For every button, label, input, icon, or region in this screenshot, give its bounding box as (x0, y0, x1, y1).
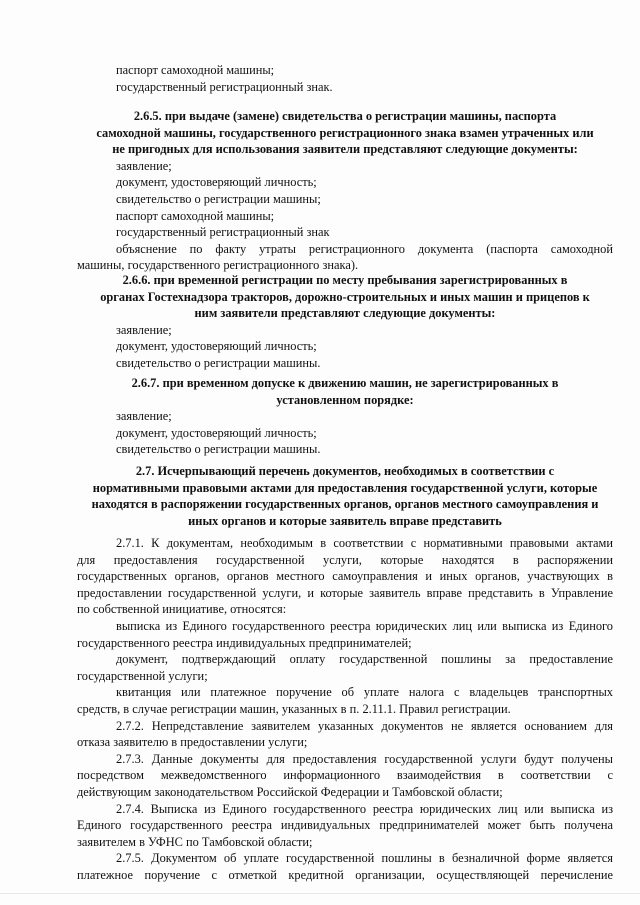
section-2-6-7 (77, 375, 613, 458)
paragraph-line: заявителем в УФНС по Тамбовской области; (77, 834, 313, 849)
paragraph-line: предоставлении государственной услуги, и которые заявитель вправе представить в Управление (77, 585, 613, 600)
paragraph-line: действующим законодательством Российской Федерации и Тамбовской области; (77, 784, 503, 799)
paragraph-line: 2.7.5. Документом об уплате государственной пошлины в безналичной форме является (116, 851, 613, 866)
paragraph-line: государственного реестра индивидуальных предпринимателей; (77, 635, 412, 650)
list-a (77, 62, 613, 95)
section-heading: не пригодных для использования заявители представляют следующие документы: (112, 142, 578, 157)
section-heading: иных органов и которые заявитель вправе представить (188, 513, 502, 528)
section-2-6-5 (77, 108, 613, 274)
paragraph-line: документ, подтверждающий оплату государственной пошлины за предоставление (116, 652, 613, 667)
paragraph-line: квитанция или платежное поручение об уплате налога с владельцев транспортных (116, 685, 613, 700)
list-item: документ, удостоверяющий личность; (116, 339, 317, 354)
section-2-7-body (77, 535, 613, 883)
section-2-6-6 (77, 272, 613, 372)
paragraph-line: 2.7.2. Непредставление заявителем указанных документов не является основанием для (116, 718, 613, 733)
section-heading: установленном порядке: (276, 392, 414, 407)
scan-edge-divider (0, 893, 640, 894)
paragraph-line: выписка из Единого государственного реестра юридических лиц или выписка из Единого (116, 618, 613, 633)
list-item: документ, удостоверяющий личность; (116, 175, 317, 190)
paragraph-line: машины, государственного регистрационного знака). (77, 258, 359, 273)
list-item: документ, удостоверяющий личность; (116, 425, 317, 440)
list-item: свидетельство о регистрации машины. (116, 442, 321, 457)
paragraph-line: посредством межведомственного информационного взаимодействия в соответствии с (77, 768, 613, 783)
paragraph-line: 2.7.4. Выписка из Единого государственного реестра юридических лиц или выписка из (116, 801, 613, 816)
list-item: свидетельство о регистрации машины; (116, 191, 321, 206)
list-item: заявление; (116, 158, 172, 173)
list-item: государственный регистрационный знак. (116, 79, 333, 94)
section-heading: самоходной машины, государственного регистрационного знака взамен утраченных или (96, 125, 594, 140)
paragraph-line: Единого государственного реестра индивидуальных предпринимателей может быть получена (77, 818, 613, 833)
paragraph-line: средств, в случае регистрации машин, указанных в п. 2.11.1. Правил регистрации. (77, 701, 511, 716)
section-heading: 2.6.7. при временном допуске к движению машин, не зарегистрированных в (131, 376, 559, 390)
section-heading: ним заявители представляют следующие документы: (194, 306, 496, 321)
list-item: заявление; (116, 322, 172, 337)
list-item: паспорт самоходной машины; (116, 63, 275, 77)
section-heading: органах Гостехнадзора тракторов, дорожно-строительных и иных машин и прицепов к (100, 289, 590, 304)
paragraph-line: 2.7.3. Данные документы для предоставления государственной услуги будут получены (116, 751, 613, 766)
paragraph-line: государственных органов, органов местного самоуправления и иных органов, участвующих в (77, 569, 613, 584)
paragraph-line: государственной услуги; (77, 668, 208, 683)
paragraph-line: по собственной инициативе, относятся: (77, 602, 287, 617)
list-item: свидетельство о регистрации машины. (116, 355, 321, 370)
section-2-7 (77, 463, 613, 529)
section-heading: 2.7. Исчерпывающий перечень документов, необходимых в соответствии с (135, 464, 555, 478)
paragraph-line: 2.7.1. К документам, необходимым в соответствии с нормативными правовыми актами (116, 536, 613, 550)
section-heading: 2.6.5. при выдаче (замене) свидетельства о регистрации машины, паспорта (133, 109, 557, 123)
list-item: государственный регистрационный знак (116, 225, 330, 240)
paragraph-line: платежное поручение с отметкой кредитной организации, осуществляющей перечисление (77, 867, 613, 882)
list-item: заявление; (116, 409, 172, 424)
section-heading: находятся в распоряжении государственных органов, органов местного самоуправления и (91, 497, 599, 512)
list-item: паспорт самоходной машины; (116, 208, 275, 223)
paragraph-line: объяснение по факту утраты регистрационного документа (паспорта самоходной (116, 241, 613, 256)
section-heading: нормативными правовыми актами для предоставления государственной услуги, которые (92, 480, 598, 495)
section-heading: 2.6.6. при временной регистрации по месту пребывания зарегистрированных в (122, 273, 568, 287)
paragraph-line: для предоставления государственной услуги, которые находятся в распоряжении (77, 552, 613, 567)
paragraph-line: отказа заявителю в предоставлении услуги; (77, 735, 308, 750)
